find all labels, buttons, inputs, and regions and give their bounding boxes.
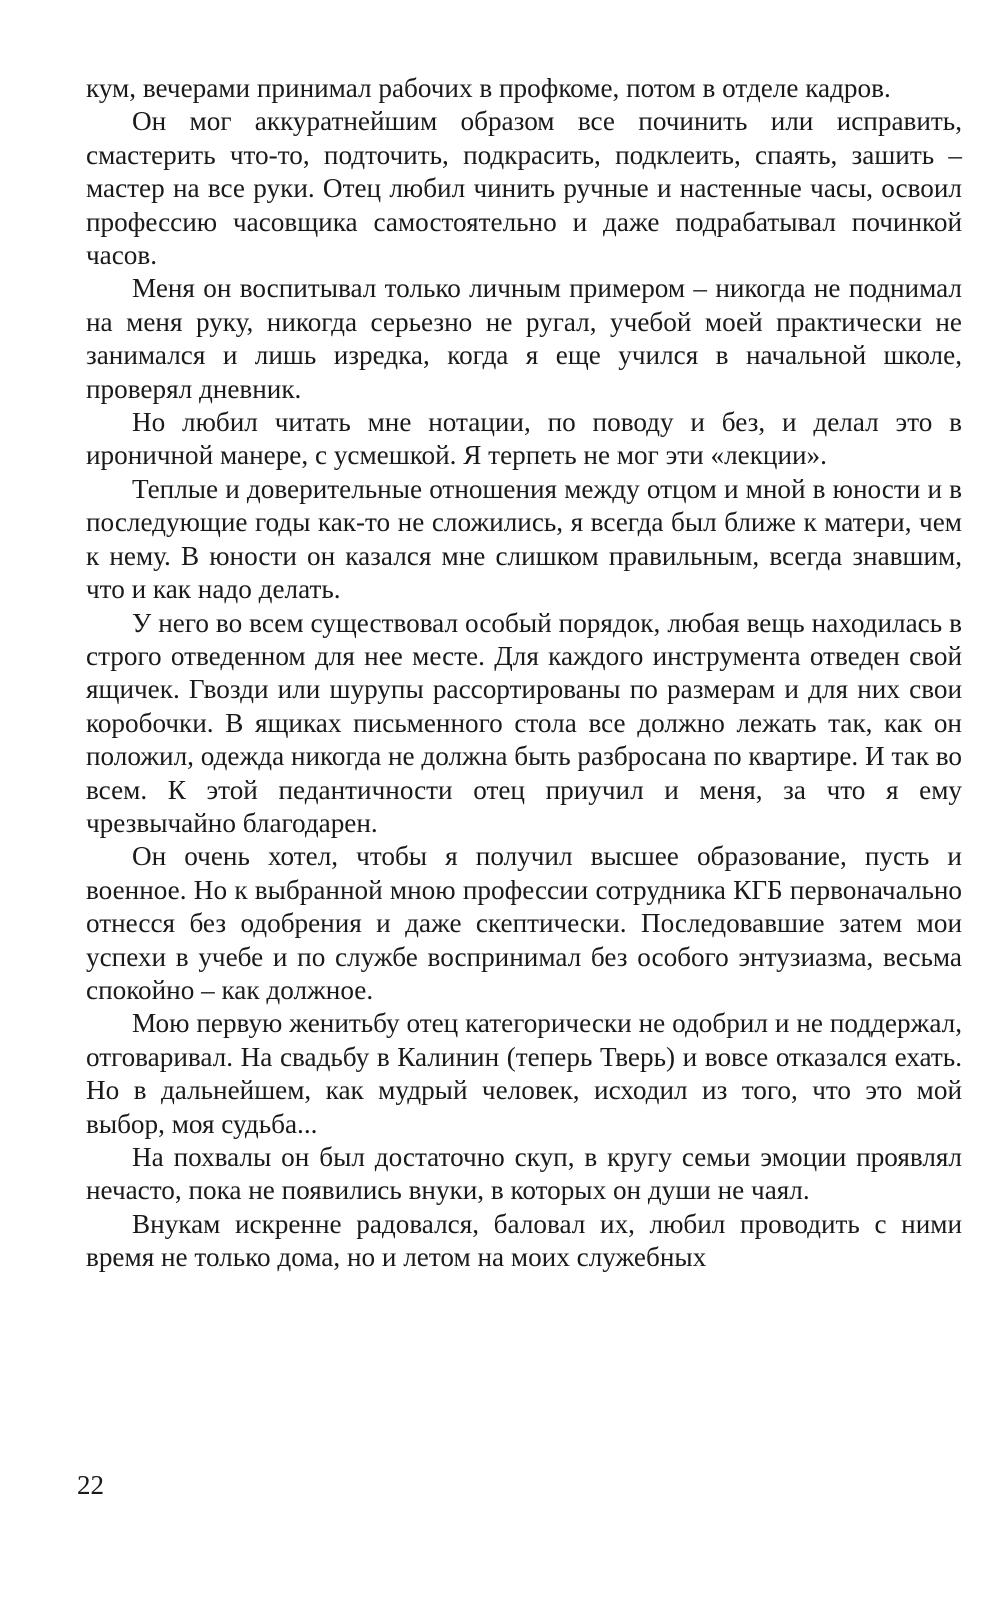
paragraph-3: Меня он воспитывал только личным примером – никогда не поднимал на меня руку, никогда серьезно не ругал, учебой моей практически не занимался и лишь изредка, когда я еще учился в начальной школе, проверял дневник. bbox=[86, 273, 962, 404]
page-body bbox=[86, 72, 962, 1275]
paragraph-1: кум, вечерами принимал рабочих в профкоме, потом в отделе кадров. bbox=[86, 73, 891, 103]
paragraph-4: Но любил читать мне нотации, по поводу и без, и делал это в ироничной манере, с усмешкой. Я терпеть не мог эти «лекции». bbox=[86, 407, 962, 471]
paragraph-9: На похвалы он был достаточно скуп, в кругу семьи эмоции проявлял нечасто, пока не появились внуки, в которых он души не чаял. bbox=[86, 1142, 962, 1206]
paragraph-6: У него во всем существовал особый порядок, любая вещь находилась в строго отведенном для нее месте. Для каждого инструмента отведен свой ящичек. Гвозди или шурупы рассортированы по размерам и для них свои коробочки. В ящиках письменного стола все должно лежать так, как он положил, одежда никогда не должна быть разбросана по квартире. И так во всем. К этой педантичности отец приучил и меня, за что я ему чрезвычайно благодарен. bbox=[86, 607, 962, 838]
paragraph-8: Мою первую женитьбу отец категорически не одобрил и не поддержал, отговаривал. На свадьбу в Калинин (теперь Тверь) и вовсе отказался ехать. Но в дальнейшем, как мудрый человек, исходил из того, что это мой выбор, моя судьба... bbox=[86, 1008, 962, 1139]
page-number: 22 bbox=[77, 1470, 104, 1500]
paragraph-10: Внукам искренне радовался, баловал их, любил проводить с ними время не только дома, но и летом на моих служебных bbox=[86, 1208, 962, 1273]
paragraph-2: Он мог аккуратнейшим образом все починить или исправить, смастерить что-то, подточить, подкрасить, подклеить, спаять, зашить – мастер на все руки. Отец любил чинить ручные и настенные часы, освоил профессию часовщика самостоятельно и даже подрабатывал починкой часов. bbox=[86, 106, 962, 271]
paragraph-5: Теплые и доверительные отношения между отцом и мной в юности и в последующие годы как-то не сложились, я всегда был ближе к матери, чем к нему. В юности он казался мне слишком правильным, всегда знавшим, что и как надо делать. bbox=[86, 473, 962, 605]
paragraph-7: Он очень хотел, чтобы я получил высшее образование, пусть и военное. Но к выбранной мною профессии сотрудника КГБ первоначально отнесся без одобрения и даже скептически. Последовавшие затем мои успехи в учебе и по службе воспринимал без особого энтузиазма, весьма спокойно – как должное. bbox=[86, 841, 962, 1005]
